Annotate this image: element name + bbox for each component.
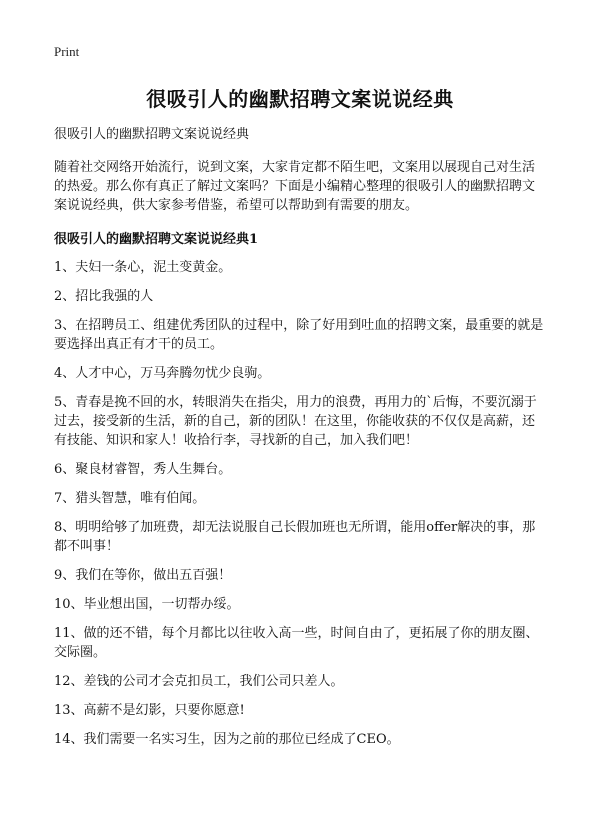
quote-item-9: 9、我们在等你，做出五百强！ [54,568,232,583]
section-heading: 很吸引人的幽默招聘文案说说经典1 [54,232,259,247]
quote-item-2: 2、招比我强的人 [54,289,154,304]
quote-item-10: 10、毕业想出国，一切帮办绥。 [54,597,240,612]
quote-item-7: 7、猎头智慧，唯有伯闻。 [54,491,206,506]
document-subtitle: 很吸引人的幽默招聘文案说说经典 [54,127,250,142]
print-link[interactable]: Print [54,44,80,59]
quote-item-5: 5、青春是挽不回的水，转眼消失在指尖，用力的浪费，再用力的`后悔，不要沉溺于过去，接受新的生活，新的自己，新的团队！在这里，你能收获的不仅仅是高薪，还有技能、知识和家人！收拾行李，寻找新的自己，加入我们吧！ [54,395,537,448]
quote-item-8: 8、明明给够了加班费，却无法说服自己长假加班也无所谓，能用offer解决的事，那都不叫事！ [54,520,536,554]
quote-item-4: 4、人才中心，万马奔腾勿忧少良驹。 [54,366,271,381]
quote-list [54,258,546,749]
quote-item-14: 14、我们需要一名实习生，因为之前的那位已经成了CEO。 [54,732,400,747]
quote-item-13: 13、高薪不是幻影，只要你愿意! [54,703,245,718]
quote-item-11: 11、做的还不错，每个月都比以往收入高一些，时间自由了，更拓展了你的朋友圈、交际圈。 [54,626,539,660]
document-title: 很吸引人的幽默招聘文案说说经典 [146,87,454,111]
quote-item-1: 1、夫妇一条心，泥土变黄金。 [54,260,232,275]
quote-item-6: 6、聚良材睿智，秀人生舞台。 [54,462,232,477]
intro-paragraph: 随着社交网络开始流行，说到文案，大家肯定都不陌生吧，文案用以展现自己对生活的热爱。那么你有真正了解过文案吗？下面是小编精心整理的很吸引人的幽默招聘文案说说经典，供大家参考借鉴，希望可以帮助到有需要的朋友。 [54,160,536,213]
quote-item-3: 3、在招聘员工、组建优秀团队的过程中，除了好用到吐血的招聘文案，最重要的就是要选择出真正有才干的员工。 [54,318,544,352]
quote-item-12: 12、差钱的公司才会克扣员工，我们公司只差人。 [54,674,344,689]
